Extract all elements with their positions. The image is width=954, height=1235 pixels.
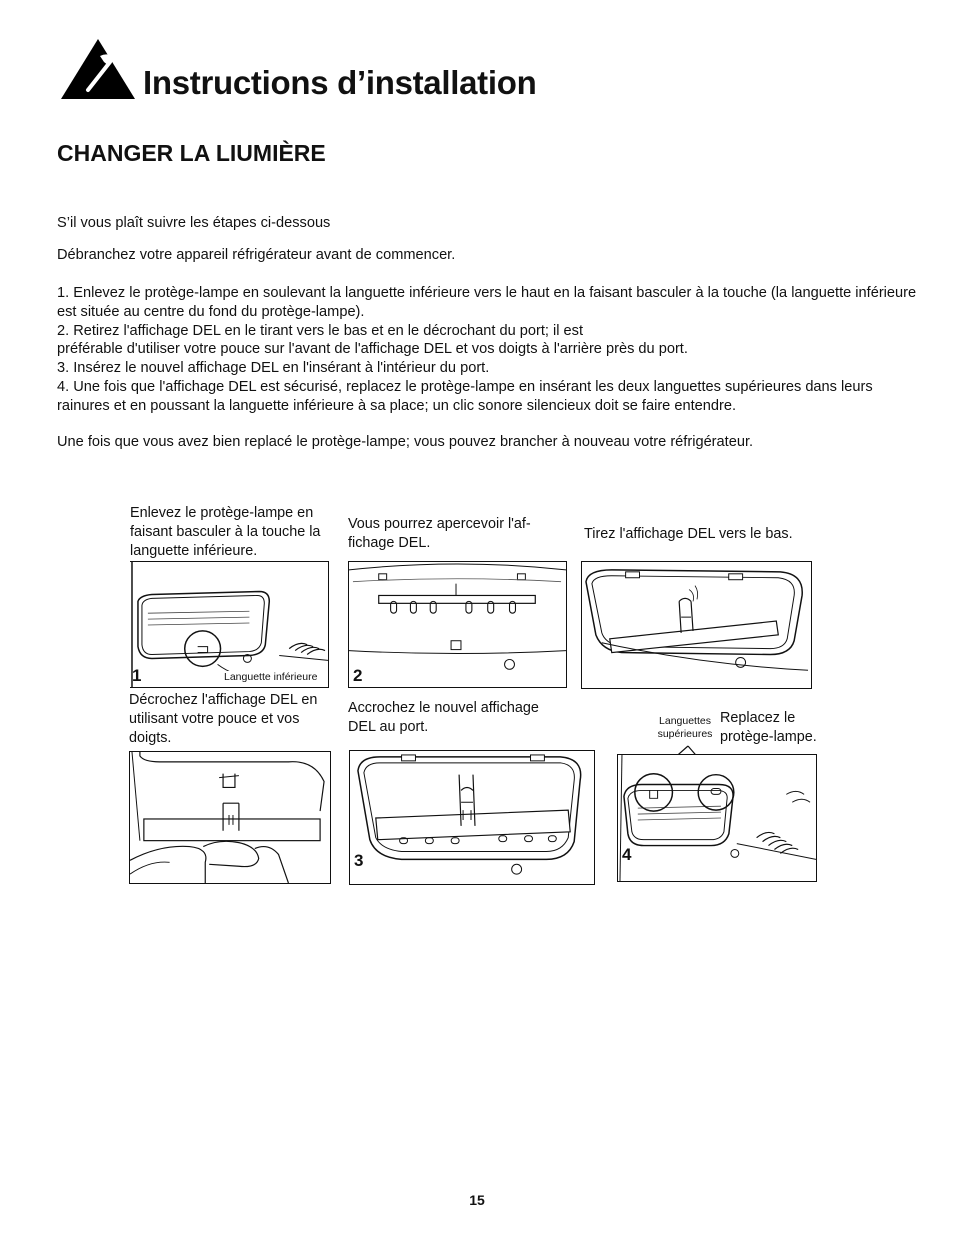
figure-6-label: Languettes supérieures: [657, 715, 713, 740]
figure-4-caption: Décrochez l'affichage DEL en utilisant votre pouce et vos doigts.: [129, 692, 318, 746]
step-1: 1. Enlevez le protège-lampe en soulevant la languette inférieure vers le haut en la faisant basculer à la touche (la languette inférieure est située au centre du fond du protège-lampe).: [57, 285, 917, 320]
figure-2-caption: Vous pourrez apercevoir l'af-fichage DEL.: [348, 516, 531, 551]
page-title: Instructions d’installation: [143, 64, 537, 101]
figure-3-illustration: [581, 561, 812, 689]
figure-5-number: 3: [354, 851, 364, 870]
step-4: 4. Une fois que l'affichage DEL est sécurisé, replacez le protège-lampe en insérant les deux languettes supérieures dans leurs rainures et en poussant la languette inférieure à sa place; un clic sonore silencieux doit se faire entendre.: [57, 378, 873, 414]
page-number: 15: [469, 1192, 485, 1208]
figure-6-number: 4: [622, 845, 632, 864]
intro-line-2: Débranchez votre appareil réfrigérateur avant de commencer.: [57, 247, 456, 263]
step-3: 3. Insérez le nouvel affichage DEL en l'insérant à l'intérieur du port.: [57, 360, 490, 377]
hammer-warning-triangle-icon: [60, 38, 136, 100]
figure-1-number: 1: [132, 666, 142, 685]
section-title: CHANGER LA LIUMIÈRE: [57, 140, 326, 166]
step-2: 2. Retirez l'affichage DEL en le tirant vers le bas et en le décrochant du port; il est: [57, 322, 584, 339]
intro-line-1: S’il vous plaît suivre les étapes ci-dessous: [57, 215, 331, 231]
figure-4-illustration: [129, 751, 331, 884]
figure-1-label: Languette inférieure: [224, 671, 318, 683]
figure-1-illustration: [130, 561, 329, 688]
figure-3-caption: Tirez l'affichage DEL vers le bas.: [584, 526, 793, 542]
closing-text: Une fois que vous avez bien replacé le protège-lampe; vous pouvez brancher à nouveau votre réfrigérateur.: [57, 434, 754, 450]
figure-2-illustration: [348, 561, 567, 688]
figure-2-number: 2: [353, 666, 363, 685]
figure-1-caption: Enlevez le protège-lampe en faisant basculer à la touche la languette inférieure.: [130, 505, 321, 559]
figure-6-illustration: [617, 754, 817, 882]
figure-5-illustration: [349, 750, 595, 885]
figure-5-caption: Accrochez le nouvel affichage DEL au port.: [348, 700, 539, 735]
step-2-cont: préférable d'utiliser votre pouce sur l'avant de l'affichage DEL et vos doigts à l'arrière près du port.: [57, 341, 688, 358]
figure-6-caption: Replacez le protège-lampe.: [720, 710, 817, 745]
steps-list: [57, 284, 917, 416]
